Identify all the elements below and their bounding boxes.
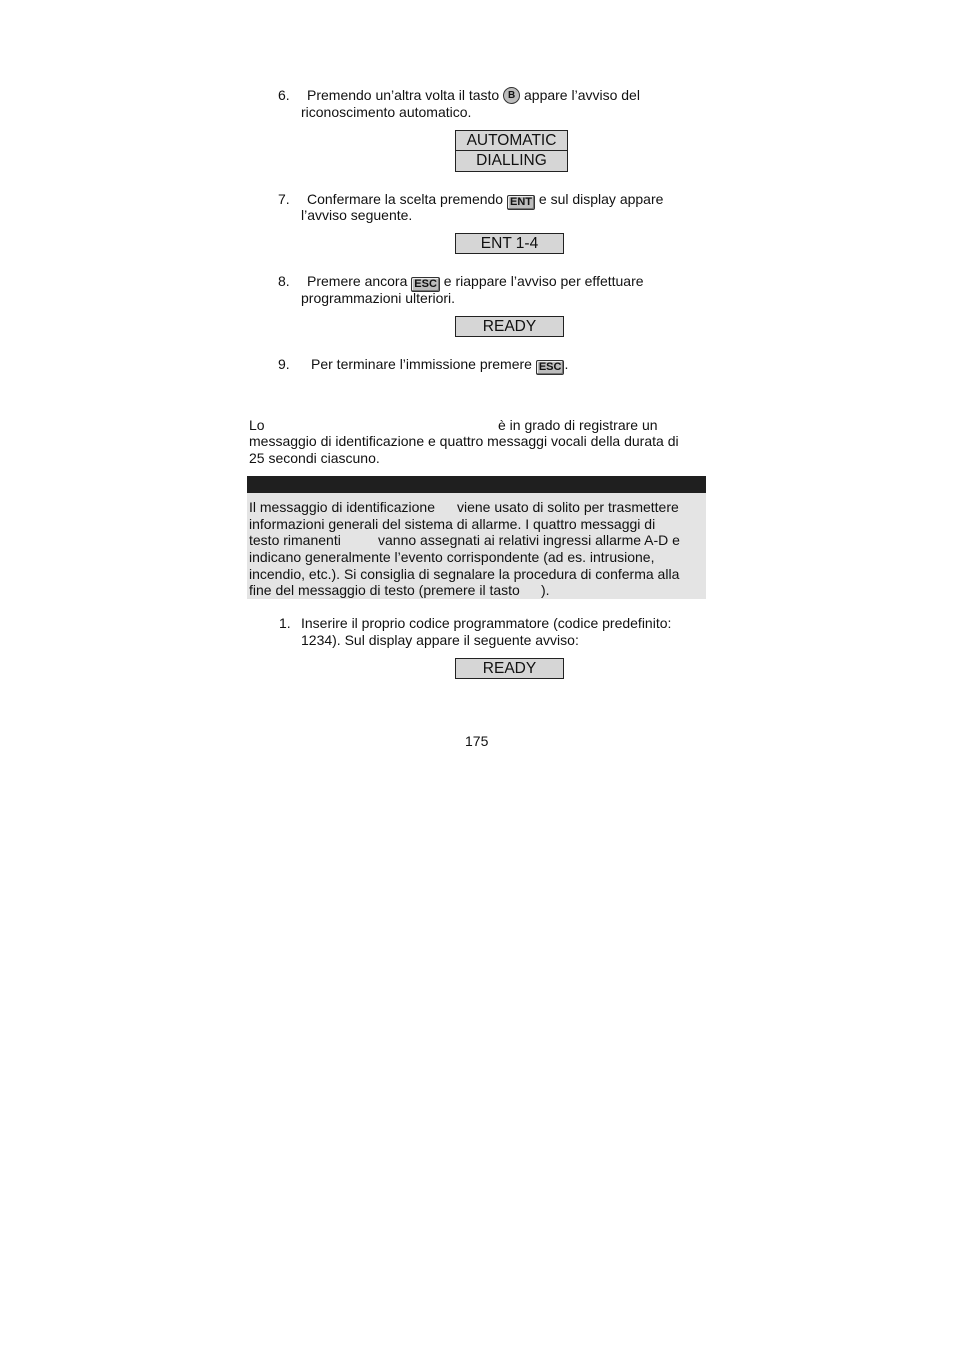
- intro-text: è in grado di registrare un: [498, 417, 658, 433]
- note-text: incendio, etc.). Si consiglia di segnalare la procedura di conferma alla: [249, 566, 680, 582]
- intro-word: Lo: [249, 417, 265, 433]
- step-text-part: Premendo un’altra volta il tasto: [307, 87, 500, 103]
- step-text-line2: 1234). Sul display appare il seguente avviso:: [301, 632, 579, 648]
- step-text-line2: programmazioni ulteriori.: [301, 290, 456, 306]
- note-text: testo rimanenti: [249, 532, 341, 548]
- step-text: [307, 87, 640, 104]
- note-text: viene usato di solito per trasmettere: [457, 499, 679, 515]
- step-text: Inserire il proprio codice programmatore (codice predefinito:: [301, 615, 672, 631]
- note-text: Il messaggio di identificazione: [249, 499, 435, 515]
- step-number: 9.: [278, 356, 290, 372]
- note-text: ).: [541, 582, 550, 598]
- note-text: indicano generalmente l’evento corrispondente (ad es. intrusione,: [249, 549, 655, 565]
- step-text-part: Per terminare l’immissione premere: [311, 356, 532, 372]
- note-text: fine del messaggio di testo (premere il tasto: [249, 582, 520, 598]
- esc-key-icon: ESC: [536, 360, 565, 375]
- display-ready: READY: [455, 658, 564, 679]
- esc-key-icon: ESC: [411, 277, 440, 292]
- intro-text: messaggio di identificazione e quattro messaggi vocali della durata di: [249, 433, 679, 449]
- step-text-part: appare l’avviso del: [524, 87, 640, 103]
- step-text-part: e sul display appare: [538, 191, 664, 207]
- note-text: informazioni generali del sistema di allarme. I quattro messaggi di: [249, 516, 656, 532]
- display-line: DIALLING: [456, 150, 567, 170]
- step-text-line2: l’avviso seguente.: [301, 207, 413, 223]
- ent-key-icon: ENT: [507, 195, 535, 210]
- step-number: 8.: [278, 273, 290, 289]
- page-number: 175: [465, 733, 489, 749]
- display-ent: ENT 1-4: [455, 233, 564, 254]
- display-automatic-dialling: [455, 130, 568, 172]
- display-line: AUTOMATIC: [466, 132, 557, 149]
- step-text-part: e riappare l’avviso per effettuare: [443, 273, 644, 289]
- b-key-icon: B: [503, 87, 520, 104]
- step-text-line2: riconoscimento automatico.: [301, 104, 472, 120]
- step-text-part: Confermare la scelta premendo: [307, 191, 504, 207]
- step-text-part: .: [564, 356, 569, 372]
- display-ready: READY: [455, 316, 564, 337]
- step-number: 7.: [278, 191, 290, 207]
- note-text: vanno assegnati ai relativi ingressi allarme A-D e: [378, 532, 680, 548]
- step-number: 6.: [278, 87, 290, 103]
- step-text: [311, 356, 568, 375]
- step-number: 1.: [279, 615, 291, 631]
- step-text-part: Premere ancora: [307, 273, 408, 289]
- intro-text: 25 secondi ciascuno.: [249, 450, 380, 466]
- note-header-bar: [247, 476, 706, 493]
